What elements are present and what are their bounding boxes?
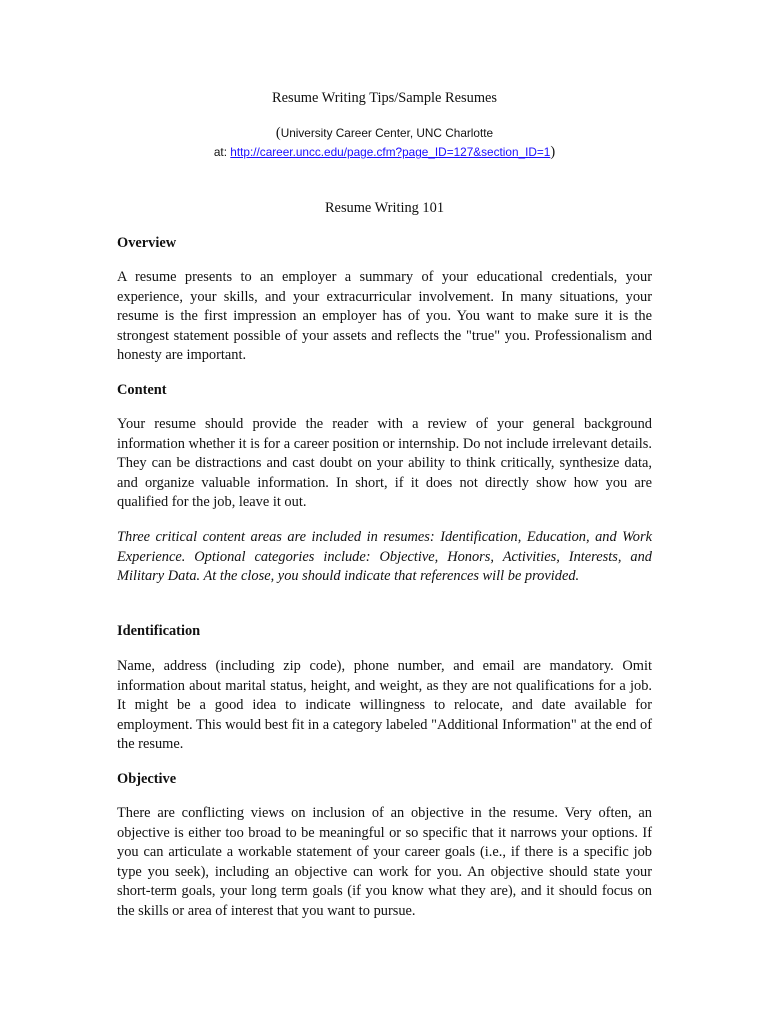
- source-line-1: [117, 124, 652, 143]
- content-paragraph: Your resume should provide the reader with a review of your general background information whether it is for a career position or internship. Do not include irrelevant details. They can be distractions and cast doubt on your ability to think critically, synthesize data, and organize valuable information. In short, if it does not directly show how you are qualified for the job, leave it out.: [117, 416, 652, 511]
- document-title: Resume Writing Tips/Sample Resumes: [271, 90, 498, 106]
- document-subtitle: Resume Writing 101: [324, 200, 445, 216]
- content-critical-areas-paragraph: Three critical content areas are included in resumes: Identification, Education, and Work Experience. Optional categories include: Objective, Honors, Activities, Interests, and Military Data. At the close, you should indicate that references will be provided.: [117, 529, 652, 585]
- source-open-paren: (: [275, 125, 281, 141]
- source-close-paren: ): [550, 144, 556, 160]
- source-citation: [117, 124, 652, 162]
- source-line-2: [117, 143, 652, 162]
- source-link[interactable]: http://career.uncc.edu/page.cfm?page_ID=127&section_ID=1: [230, 145, 551, 159]
- objective-paragraph: There are conflicting views on inclusion of an objective in the resume. Very often, an objective is either too broad to be meaningful or so specific that it narrows your options. If you can articulate a workable statement of your career goals (i.e., if there is a specific job type you seek), including an objective can work for you. An objective should state your short-term goals, your long term goals (if you know what they are), and it should focus on the skills or area of interest that you want to pursue.: [117, 805, 652, 919]
- overview-paragraph: A resume presents to an employer a summary of your educational credentials, your experience, your skills, and your extracurricular involvement. In many situations, your resume is the first impression an employer has of you. You want to make sure it is the strongest statement possible of your assets and reflects the "true" you. Professionalism and honesty are important.: [117, 269, 652, 364]
- identification-heading: Identification: [117, 623, 201, 639]
- content-heading: Content: [117, 382, 167, 398]
- identification-paragraph: Name, address (including zip code), phone number, and email are mandatory. Omit information about marital status, height, and weight, as they are not qualifications for a job. It might be a good idea to indicate willingness to relocate, and date available for employment. This would best fit in a category labeled "Additional Information" at the end of the resume.: [117, 658, 652, 753]
- source-at-label: at:: [213, 145, 231, 159]
- source-organization: University Career Center, UNC Charlotte: [280, 126, 494, 140]
- overview-heading: Overview: [117, 235, 177, 251]
- objective-heading: Objective: [117, 771, 177, 787]
